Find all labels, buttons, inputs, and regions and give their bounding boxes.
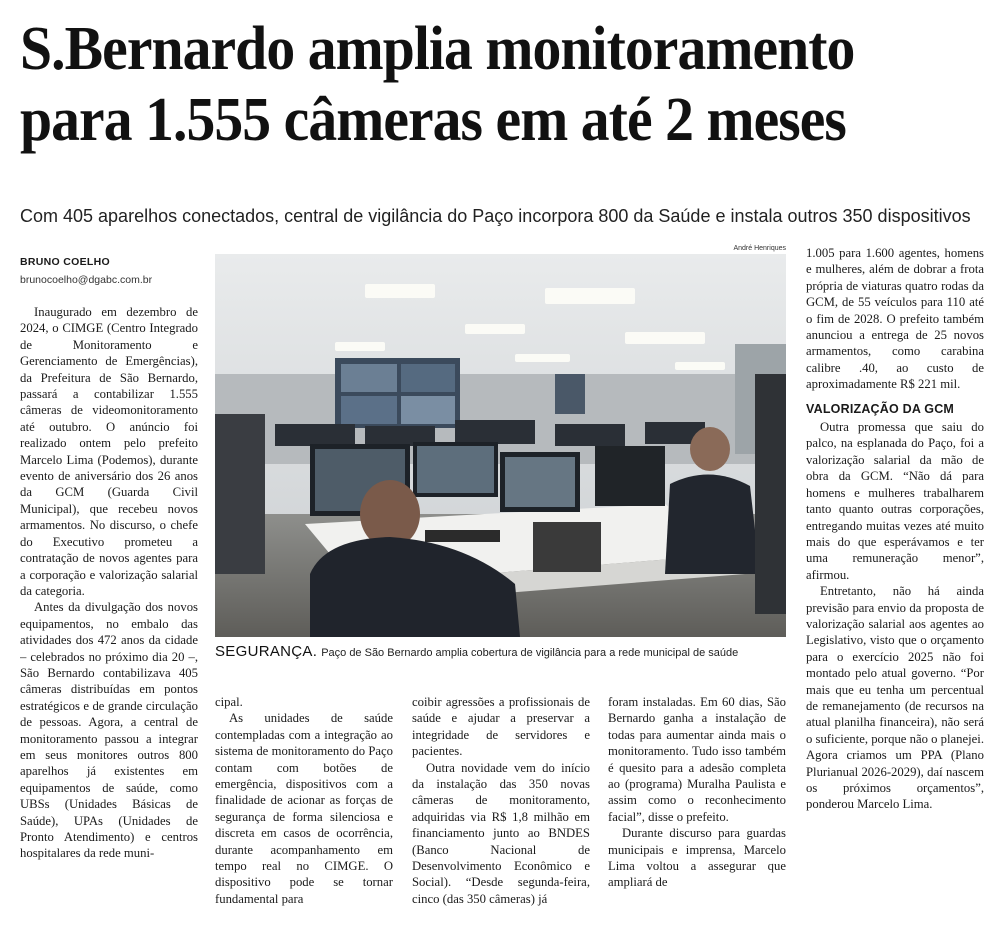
news-photo	[215, 254, 786, 637]
author-name: BRUNO COELHO	[20, 256, 110, 268]
paragraph: Entretanto, não há ainda previsão para envio da proposta de valorização salarial aos agentes ao Legislativo, visto que o orçamento para o exercício 2025 não foi montado pelo atual governo. “Por mais que eu tenha um percentual de remanejamento (de recursos na atual planilha financeira), não será o suficiente, porque não o planejei. Agora criamos um PPA (Plano Plurianual 2026-2029), daí nascem os próximos orçamentos”, ponderou Marcelo Lima.	[806, 584, 984, 812]
article-column-5	[806, 245, 984, 930]
paragraph: Outra novidade vem do início da instalação das 350 novas câmeras de monitoramento, adquiridas via R$ 1,8 milhão em financiamento junto ao BNDES (Banco Nacional de Desenvolvimento Econômico e Social). “Desde segunda-feira, cinco (das 350 câmeras) já	[412, 760, 590, 906]
paragraph: foram instaladas. Em 60 dias, São Bernardo ganha a instalação de todas para aumentar ainda mais o monitoramento. Tudo isso também é quesito para a adesão completa ao (programa) Muralha Paulista e assim como o reconhecimento facial”, disse o prefeito.	[608, 695, 786, 824]
paragraph: 1.005 para 1.600 agentes, homens e mulheres, além de dobrar a frota própria de viaturas quatro rodas da GCM, de 55 veículos para 110 até o fim de 2028. O prefeito também anunciou a entrega de 25 novos armamentos, como carabina calibre .40, ao custo de aproximadamente R$ 221 mil.	[806, 246, 984, 392]
byline	[20, 256, 210, 286]
paragraph: As unidades de saúde contempladas com a integração ao sistema de monitoramento do Paço contam com botões de emergência, dispositivos com a finalidade de acionar as forças de segurança de forma silenciosa e discreta em casos de ocorrência, durante acompanhamento em tempo real no CIMGE. O dispositivo pode se tornar fundamental para	[215, 711, 393, 906]
photo-caption	[215, 643, 805, 660]
monitoring-room-image	[215, 254, 786, 637]
headline-line-1: S.Bernardo amplia monitoramento	[20, 15, 855, 83]
article-column-4	[608, 694, 786, 926]
paragraph: Antes da divulgação dos novos equipamentos, no embalo das atividades dos 472 anos da cidade – celebrados no próximo dia 20 –, São Bernardo contabilizava 405 câmeras distribuídas em pontos estratégicos e de grande circulação de pessoas. Agora, a central de monitoramento passou a integrar em seus monitores outros 800 aparelhos já existentes em equipamentos de saúde, como UBSs (Unidades Básicas de Saúde), UPAs (Unidades de Pronto Atendimento) e centros hospitalares da rede muni-	[20, 600, 198, 861]
article-column-2	[215, 694, 393, 926]
caption-text: Paço de São Bernardo amplia cobertura de vigilância para a rede municipal de saúde	[321, 647, 739, 659]
paragraph: Inaugurado em dezembro de 2024, o CIMGE (Centro Integrado de Monitoramento e Gerenciamento de Emergências), da Prefeitura de São Bernardo, passará a contabilizar 1.555 câmeras de videomonitoramento até outubro. O anúncio foi realizado ontem pelo prefeito Marcelo Lima (Podemos), durante evento de aniversário dos 26 anos da GCM (Guarda Civil Municipal), que recebeu novos armamentos. No discurso, o chefe do Executivo prometeu a contratação de novos agentes para a corporação e valorização salarial da categoria.	[20, 305, 198, 598]
section-heading: VALORIZAÇÃO DA GCM	[806, 401, 955, 416]
paragraph: Outra promessa que saiu do palco, na esplanada do Paço, foi a valorização salarial da mão de obra da GCM. “Não dá para homens e mulheres trabalharem tanto quanto outras corporações, entregando muitas vezes até muito mais do que esperávamos e ter uma remuneração menor”, afirmou.	[806, 420, 984, 582]
article-column-3	[412, 694, 590, 926]
headline	[20, 14, 913, 156]
author-email: brunocoelho@dgabc.com.br	[20, 274, 153, 286]
headline-line-2: para 1.555 câmeras em até 2 meses	[20, 86, 846, 154]
caption-lead: SEGURANÇA.	[215, 643, 318, 660]
paragraph: cipal.	[215, 695, 243, 709]
photo-credit: André Henriques	[733, 245, 786, 252]
paragraph: Durante discurso para guardas municipais e imprensa, Marcelo Lima voltou a assegurar que ampliará de	[608, 826, 786, 890]
article-column-1	[20, 304, 198, 924]
subheadline: Com 405 aparelhos conectados, central de vigilância do Paço incorpora 800 da Saúde e instala outros 350 dispositivos	[20, 206, 971, 226]
paragraph: coibir agressões a profissionais de saúde e ajudar a preservar a integridade de servidores e pacientes.	[412, 695, 590, 759]
